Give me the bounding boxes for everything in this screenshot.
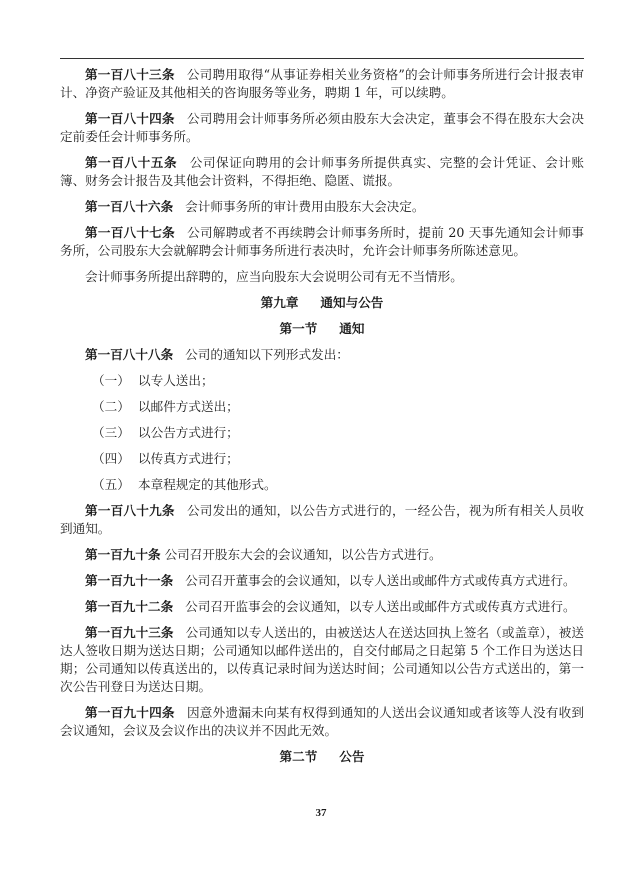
section-title: 通知 [339, 321, 365, 336]
article-text: 公司解聘或者不再续聘会计师事务所时，提前 20 天事先通知会计师事务所，公司股东大会就解聘会计师事务所进行表决时，允许会计师事务所陈述意见。 [60, 225, 584, 258]
list-item-number: （二） [92, 399, 130, 414]
article-text: 公司聘用取得“从事证券相关业务资格”的会计师事务所进行会计报表审计、净资产验证及其他相关的咨询服务等业务，聘期 1 年，可以续聘。 [60, 67, 584, 100]
resignation-paragraph: 会计师事务所提出辞聘的，应当向股东大会说明公司有无不当情形。 [85, 269, 463, 284]
section-1-heading [60, 320, 584, 338]
list-item-text: 以传真方式进行； [138, 451, 239, 466]
list-item-number: （三） [92, 425, 130, 440]
list-item [60, 398, 584, 416]
section-number: 第二节 [279, 749, 318, 764]
header-rule [60, 58, 584, 59]
article-title: 第一百八十三条 [85, 67, 175, 82]
list-item-text: 本章程规定的其他形式。 [138, 477, 277, 492]
article-title: 第一百八十七条 [85, 225, 175, 240]
article-title: 第一百八十六条 [85, 199, 174, 214]
article-186 [60, 198, 584, 216]
article-187 [60, 224, 584, 260]
article-title: 第一百八十四条 [85, 111, 175, 126]
list-item-text: 以邮件方式送出； [138, 399, 239, 414]
article-title: 第一百八十八条 [85, 347, 174, 362]
article-text: 公司聘用会计师事务所必须由股东大会决定，董事会不得在股东大会决定前委任会计师事务所。 [60, 111, 585, 144]
article-text: 公司发出的通知，以公告方式进行的，一经公告，视为所有相关人员收到通知。 [60, 503, 585, 536]
list-item-number: （五） [92, 477, 130, 492]
list-item-number: （四） [92, 451, 130, 466]
article-text: 公司召开董事会的会议通知，以专人送出或邮件方式或传真方式进行。 [185, 573, 576, 588]
section-number: 第一节 [279, 321, 318, 336]
list-item [60, 424, 584, 442]
article-190 [60, 546, 584, 564]
article-title: 第一百九十二条 [85, 599, 174, 614]
list-item [60, 476, 584, 494]
article-194 [60, 704, 584, 740]
article-text: 公司召开股东大会的会议通知，以公告方式进行。 [164, 547, 442, 562]
article-title: 第一百八十九条 [85, 503, 175, 518]
list-item-text: 以公告方式进行； [138, 425, 239, 440]
section-title: 公告 [339, 749, 365, 764]
article-183 [60, 66, 584, 102]
article-193 [60, 624, 584, 696]
list-item-text: 以专人送出； [138, 373, 214, 388]
article-text: 会计师事务所的审计费用由股东大会决定。 [185, 199, 425, 214]
chapter-title: 通知与公告 [320, 295, 384, 310]
article-title: 第一百九十一条 [85, 573, 174, 588]
article-title: 第一百八十五条 [85, 155, 178, 170]
section-2-heading [60, 748, 584, 766]
article-189 [60, 502, 584, 538]
article-text: 公司的通知以下列形式发出： [185, 347, 349, 362]
article-191 [60, 572, 584, 590]
article-text: 公司召开监事会的会议通知，以专人送出或邮件方式或传真方式进行。 [185, 599, 576, 614]
list-item-number: （一） [92, 373, 130, 388]
chapter-number: 第九章 [260, 295, 299, 310]
article-title: 第一百九十三条 [85, 625, 174, 640]
chapter-heading [60, 294, 584, 312]
list-item [60, 372, 584, 390]
article-text: 因意外遗漏未向某有权得到通知的人送出会议通知或者该等人没有收到会议通知，会议及会议作出的决议并不因此无效。 [60, 705, 585, 738]
article-188 [60, 346, 584, 364]
page-body [60, 66, 584, 774]
list-item [60, 450, 584, 468]
article-185 [60, 154, 584, 190]
article-184 [60, 110, 584, 146]
article-title: 第一百九十四条 [85, 705, 175, 720]
page-number: 37 [315, 807, 327, 819]
article-title: 第一百九十条 [85, 547, 161, 562]
article-text: 公司通知以专人送出的，由被送达人在送达回执上签名（或盖章），被送达人签收日期为送达日期；公司通知以邮件送出的，自交付邮局之日起第 5 个工作日为送达日期；公司通知以传真送出的，以传真记录时间为送达时间；公司通知以公告方式送出的，第一次公告刊登日为送达日期。 [60, 625, 585, 694]
article-text: 公司保证向聘用的会计师事务所提供真实、完整的会计凭证、会计账簿、财务会计报告及其他会计资料，不得拒绝、隐匿、谎报。 [60, 155, 585, 188]
article-192 [60, 598, 584, 616]
